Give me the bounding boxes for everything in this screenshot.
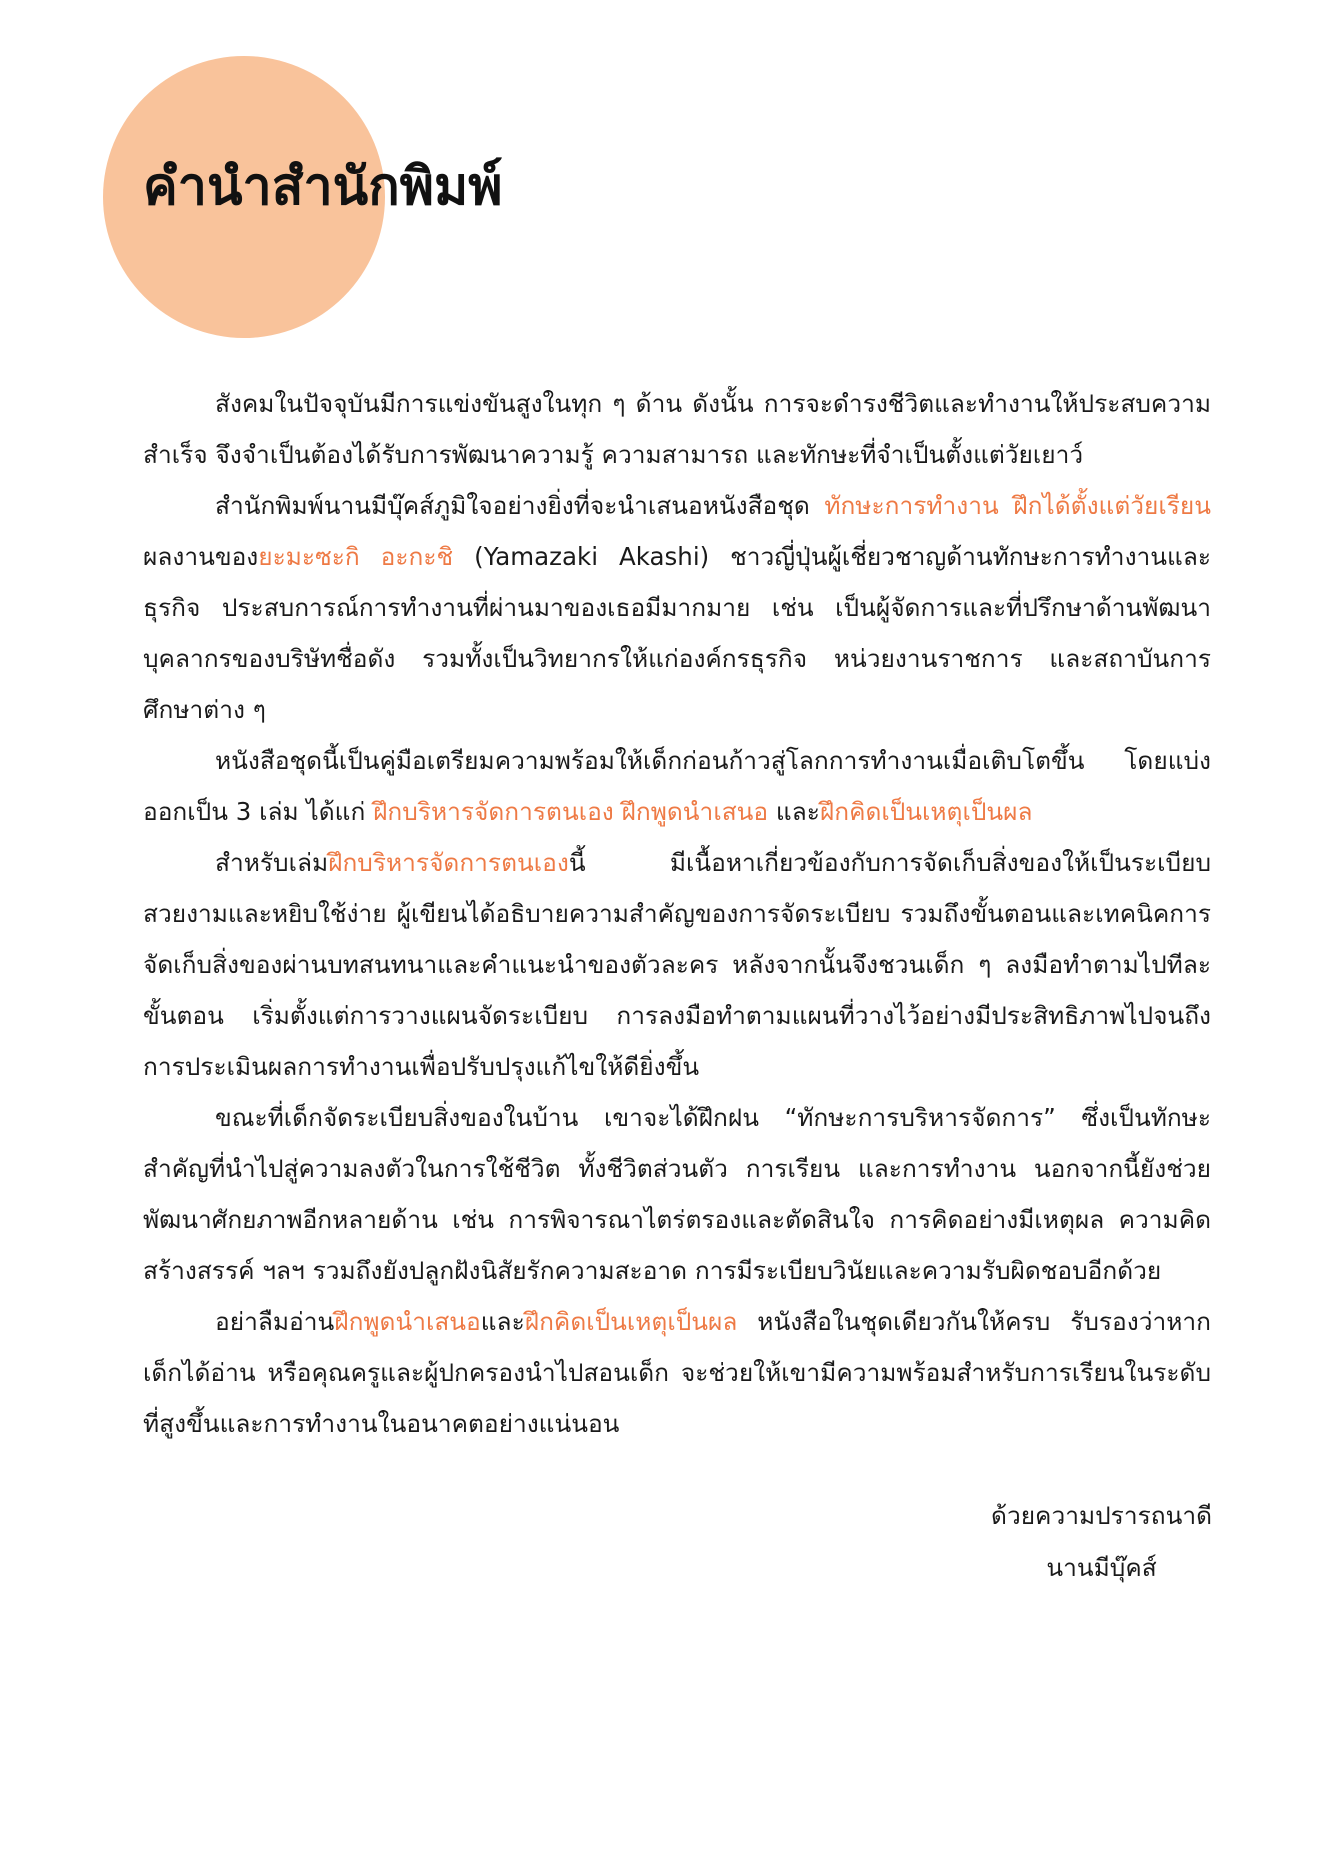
text-segment: สังคมในปัจจุบันมีการแข่งขันสูงในทุก ๆ ด้าน ดังนั้น การจะดำรงชีวิตและทำงานให้ประสบความสำเร็จ จึงจำเป็นต้องได้รับการพัฒนาความรู้ ความสามารถ และทักษะที่จำเป็นตั้งแต่วัยเยาว์ [143, 389, 1211, 469]
text-segment: อย่าลืมอ่าน [215, 1307, 335, 1336]
signature-publisher: นานมีบุ๊คส์ [1046, 1553, 1157, 1582]
text-segment: นี้ มีเนื้อหาเกี่ยวข้องกับการจัดเก็บสิ่งของให้เป็นระเบียบสวยงามและหยิบใช้ง่าย ผู้เขียนได้อธิบายความสำคัญของการจัดระเบียบ รวมถึงขั้นตอนและเทคนิคการจัดเก็บสิ่งของผ่านบทสนทนาและคำแนะนำของตัวละคร หลังจากนั้นจึงชวนเด็ก ๆ ลงมือทำตามไปทีละขั้นตอน เริ่มตั้งแต่การวางแผนจัดระเบียบ การลงมือทำตามแผนที่วางไว้อย่างมีประสิทธิภาพไปจนถึงการประเมินผลการทำงานเพื่อปรับปรุงแก้ไขให้ดียิ่งขึ้น [143, 848, 1211, 1081]
text-segment: หนังสือชุดนี้เป็นคู่มือเตรียมความพร้อมให้เด็กก่อนก้าวสู่โลกการทำงานเมื่อเติบโตขึ้น โดยแบ่งออกเป็น 3 เล่ม ได้แก่ [143, 746, 1211, 826]
preface-body [143, 378, 1211, 1449]
text-segment: (Yamazaki Akashi) ชาวญี่ปุ่นผู้เชี่ยวชาญด้านทักษะการทำงานและธุรกิจ ประสบการณ์การทำงานที่ผ่านมาของเธอมีมากมาย เช่น เป็นผู้จัดการและที่ปรึกษาด้านพัฒนาบุคลากรของบริษัทชื่อดัง รวมทั้งเป็นวิทยากรให้แก่องค์กรธุรกิจ หน่วยงานราชการ และสถาบันการศึกษาต่าง ๆ [143, 542, 1211, 724]
text-segment: สำนักพิมพ์นานมีบุ๊คส์ภูมิใจอย่างยิ่งที่จะนำเสนอหนังสือชุด [215, 491, 825, 520]
paragraph [143, 378, 1211, 480]
highlighted-text: ทักษะการทำงาน ฝึกได้ตั้งแต่วัยเรียน [824, 491, 1211, 520]
paragraph [143, 735, 1211, 837]
text-segment: และ [480, 1307, 525, 1336]
highlighted-text: ฝึกบริหารจัดการตนเอง ฝึกพูดนำเสนอ [373, 797, 769, 826]
paragraph [143, 1092, 1211, 1296]
signature-block [991, 1490, 1212, 1594]
paragraph [143, 1296, 1211, 1449]
text-segment: สำหรับเล่ม [215, 848, 329, 877]
highlighted-text: ยะมะซะกิ อะกะชิ [258, 542, 454, 571]
highlighted-text: ฝึกคิดเป็นเหตุเป็นผล [819, 797, 1033, 826]
text-segment: ผลงานของ [143, 542, 259, 571]
paragraph [143, 837, 1211, 1092]
text-segment: และ [768, 797, 820, 826]
paragraph [143, 480, 1211, 735]
highlighted-text: ฝึกบริหารจัดการตนเอง [328, 848, 569, 877]
highlighted-text: ฝึกคิดเป็นเหตุเป็นผล [524, 1307, 738, 1336]
text-segment: หนังสือในชุดเดียวกันให้ครบ รับรองว่าหากเด็กได้อ่าน หรือคุณครูและผู้ปกครองนำไปสอนเด็ก จะช่วยให้เขามีความพร้อมสำหรับการเรียนในระดับที่สูงขึ้นและการทำงานในอนาคตอย่างแน่นอน [143, 1307, 1211, 1438]
highlighted-text: ฝึกพูดนำเสนอ [334, 1307, 481, 1336]
signature-closing: ด้วยความปรารถนาดี [991, 1501, 1212, 1530]
text-segment: ขณะที่เด็กจัดระเบียบสิ่งของในบ้าน เขาจะได้ฝึกฝน “ทักษะการบริหารจัดการ” ซึ่งเป็นทักษะสำคัญที่นำไปสู่ความลงตัวในการใช้ชีวิต ทั้งชีวิตส่วนตัว การเรียน และการทำงาน นอกจากนี้ยังช่วยพัฒนาศักยภาพอีกหลายด้าน เช่น การพิจารณาไตร่ตรองและตัดสินใจ การคิดอย่างมีเหตุผล ความคิดสร้างสรรค์ ฯลฯ รวมถึงยังปลูกฝังนิสัยรักความสะอาด การมีระเบียบวินัยและความรับผิดชอบอีกด้วย [143, 1103, 1211, 1285]
page-title: คำนำสำนักพิมพ์ [143, 157, 503, 217]
